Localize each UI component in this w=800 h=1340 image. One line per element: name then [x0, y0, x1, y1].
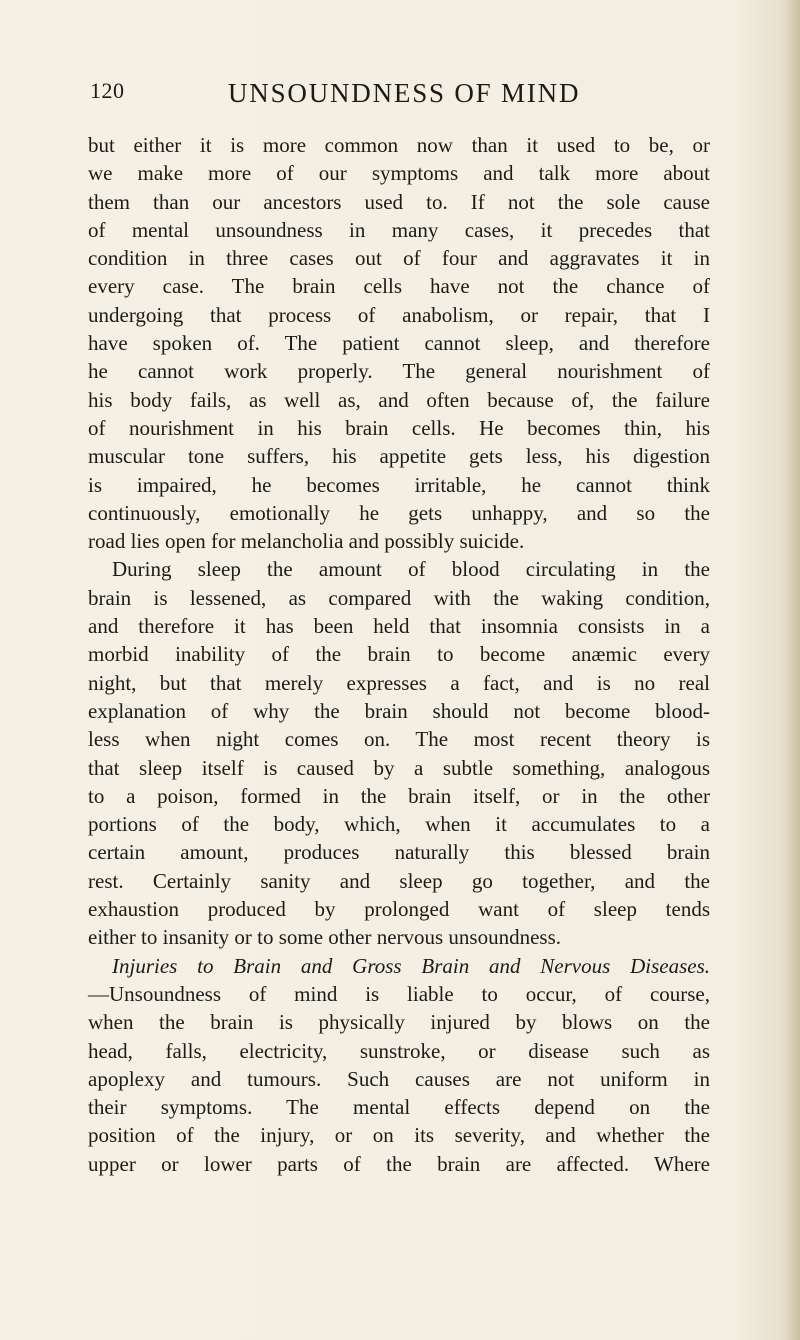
text-line: undergoing that process of anabolism, or repair, that I: [88, 302, 710, 327]
text-line: road lies open for melancholia and possibly suicide.: [88, 529, 525, 554]
page-header: [90, 78, 650, 112]
text-line: to a poison, formed in the brain itself, or in the other: [88, 783, 710, 808]
text-line: of nourishment in his brain cells. He becomes thin, his: [88, 415, 710, 440]
text-line: his body fails, as well as, and often because of, the failure: [88, 387, 710, 412]
paragraph-start-line: During sleep the amount of blood circulating in the: [112, 557, 710, 582]
text-line: continuously, emotionally he gets unhappy, and so the: [88, 500, 710, 525]
text-line: but either it is more common now than it used to be, or: [88, 133, 710, 157]
text-line: that sleep itself is caused by a subtle something, analogous: [88, 755, 710, 780]
section-heading: Injuries to Brain and Gross Brain and Nervous Diseases.: [112, 953, 710, 978]
text-line: he cannot work properly. The general nourishment of: [88, 359, 710, 384]
text-line: exhaustion produced by prolonged want of sleep tends: [88, 897, 710, 922]
text-line: have spoken of. The patient cannot sleep, and therefore: [88, 331, 710, 356]
text-line: condition in three cases out of four and aggravates it in: [88, 246, 710, 271]
text-line: portions of the body, which, when it accumulates to a: [88, 812, 710, 837]
body-text: [88, 131, 710, 1178]
text-line: brain is lessened, as compared with the waking condition,: [88, 585, 710, 610]
text-line: upper or lower parts of the brain are affected. Where: [88, 1151, 710, 1176]
text-line: of mental unsoundness in many cases, it precedes that: [88, 217, 710, 242]
text-line: muscular tone suffers, his appetite gets less, his digestion: [88, 444, 710, 469]
page-edge-shadow: [786, 0, 800, 1340]
text-line: head, falls, electricity, sunstroke, or disease such as: [88, 1038, 710, 1063]
text-line: their symptoms. The mental effects depend on the: [88, 1095, 710, 1120]
text-line: morbid inability of the brain to become anæmic every: [88, 642, 710, 667]
text-line: we make more of our symptoms and talk more about: [88, 161, 710, 186]
text-line: position of the injury, or on its severity, and whether the: [88, 1123, 710, 1148]
text-line: every case. The brain cells have not the chance of: [88, 274, 710, 299]
text-line: them than our ancestors used to. If not the sole cause: [88, 189, 710, 214]
text-line: either to insanity or to some other nervous unsoundness.: [88, 925, 562, 950]
text-line: certain amount, produces naturally this blessed brain: [88, 840, 710, 865]
text-line: is impaired, he becomes irritable, he cannot think: [88, 472, 710, 497]
text-line: explanation of why the brain should not become blood-: [88, 698, 710, 723]
text-line: when the brain is physically injured by blows on the: [88, 1010, 710, 1035]
page-number: 120: [90, 78, 125, 103]
text-line: —Unsoundness of mind is liable to occur, of course,: [88, 981, 710, 1006]
text-line: rest. Certainly sanity and sleep go together, and the: [88, 868, 710, 893]
text-line: and therefore it has been held that insomnia consists in a: [88, 614, 710, 639]
text-line: apoplexy and tumours. Such causes are not uniform in: [88, 1066, 710, 1091]
running-head: UNSOUNDNESS OF MIND: [228, 78, 581, 108]
text-line: less when night comes on. The most recent theory is: [88, 727, 710, 752]
text-line: night, but that merely expresses a fact, and is no real: [88, 670, 710, 695]
